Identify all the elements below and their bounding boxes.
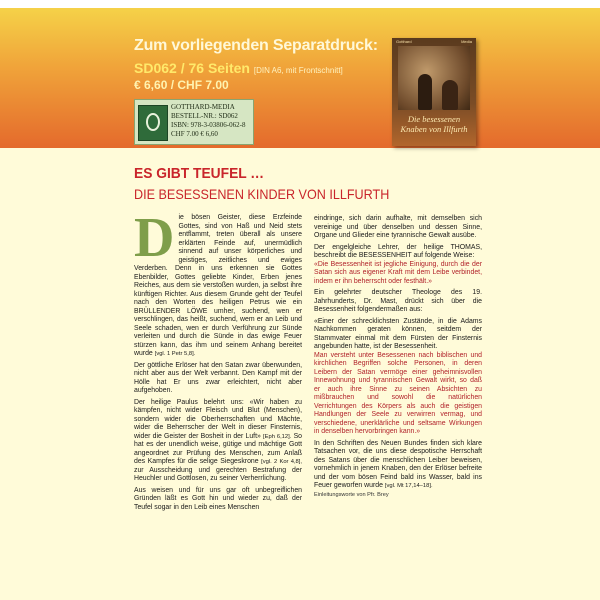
- bible-reference: [vgl. 1 Petr 5,8].: [154, 351, 196, 357]
- product-code-line: [134, 60, 343, 76]
- text-column-left: [134, 207, 302, 515]
- bible-reference: [Eph 6,12].: [263, 433, 292, 440]
- paragraph: [314, 318, 482, 437]
- paragraph: In den Schriften des Neuen Bundes finden sich klare Tatsachen vor, die uns diese despotische Herrschaft des Satans über die menschlichen Leiber beweisen, vornehmlich in jenem Knaben, den der Erlöser befreite und der vom bösen Feind bald ins Wasser, bald ins Feuer geworfen wurde [vgl. Mt 17,14–18]. Einleitungsworte von Pfr. Brey: [314, 439, 482, 498]
- paragraph: Ein gelehrter deutscher Theologe des 19. Jahrhunderts, Dr. Mast, drückt sich über die Besessenheit folgendermaßen aus:: [314, 289, 482, 313]
- thomas-quote: «Die Besessenheit ist jegliche Einigung, durch die der Satan sich aus eigener Kraft mit dem Leibe verbindet, indem er ihn beherrscht oder festhält.»: [314, 260, 482, 285]
- separatdruck-title: Zum vorliegenden Separatdruck:: [134, 37, 378, 54]
- format-note: [DIN A6, mit Frontschnitt]: [253, 66, 343, 75]
- cover-publisher-left: Gotthard: [396, 39, 412, 44]
- isbn: ISBN: 978-3-03806-062-8: [171, 121, 246, 129]
- order-info-box: [134, 99, 254, 145]
- promo-header: [0, 0, 600, 148]
- book-cover-image: [392, 38, 476, 146]
- price-line: € 6,60 / CHF 7.00: [134, 78, 229, 92]
- bible-reference: [vgl. Mt 17,14–18].: [384, 483, 433, 489]
- publisher-name: GOTTHARD-MEDIA: [171, 103, 235, 111]
- article-subheadline: DIE BESESSENEN KINDER VON ILLFURTH: [134, 186, 390, 202]
- footnote: Einleitungsworte von Pfr. Brey: [314, 491, 389, 498]
- paragraph: Der engelgleiche Lehrer, der heilige THOMAS, beschreibt die BESESSENHEIT auf folgende Weise: «Die Besessenheit ist jegliche Einigung, durch die der Satan sich aus eigener Kraft mit dem Leibe verbindet, indem er ihn beherrscht oder festhält.»: [314, 243, 482, 285]
- text-column-right: [314, 215, 482, 502]
- order-number: BESTELL-NR.: SD062: [171, 112, 238, 120]
- cover-title: Die besessenen Knaben von Illfurth: [400, 114, 468, 134]
- order-info-lines: [171, 103, 245, 139]
- paragraph: Der göttliche Erlöser hat den Satan zwar überwunden, nicht aber aus der Welt verbannt. Den Kampf mit der Hölle hat Er uns zwar erleichtert, nicht aber aufgehoben.: [134, 361, 302, 394]
- cover-figure: [442, 80, 458, 110]
- gotthard-media-seal-icon: [138, 105, 168, 141]
- paragraph: Die bösen Geister, diese Erzfeinde Gottes, sind von Haß und Neid stets entflammt, treten überall als unsere erklärten Feinde auf, unermüdlich sinnend auf unser körperliches und geistiges, zeitliches und ewiges Verderben. Denn in uns erkennen sie Gottes Ebenbilder, Gottes geliebte Kinder, Erben jenes Reiches, aus dem sie verstoßen wurden, ja selbst ihre künftigen Richter. Aus diesem Grunde geht der Teufel nach den Worten des heiligen Petrus wie ein BRÜLLENDER LÖWE umher, suchend, wen er verschlingen, das heißt, suchend, wem er an Leib und Seele schaden, wen er durch Verführung zur Sünde verleiten und durch die Sünde in das ewige Feuer stürzen kann, das ihm und seinem Anhang bereitet wurde [vgl. 1 Petr 5,8].: [134, 207, 302, 357]
- paragraph: Aus weisen und für uns gar oft unbegreiflichen Gründen läßt es Gott hin und wieder zu, daß der Teufel sogar in den Leib eines Menschen: [134, 486, 302, 511]
- drop-cap: D: [134, 207, 175, 269]
- mast-quote: «Einer der schrecklichsten Zustände, in die Adams Nachkommen geraten können, seitdem der Stammvater einmal mit dem Fürsten der Finsternis angebunden hatte, ist der Besessenheit.: [314, 317, 482, 350]
- bible-reference: [vgl. 2 Kor 4,8],: [261, 459, 302, 465]
- mast-quote-red: Man versteht unter Besessenen nach biblischen und kirchlichen Begriffen solche Personen, in deren Leibern der Satan vermöge einer geheimnisvollen Innewohnung und tyrannischen Gewalt wirkt, so daß er auch ihre Sinne zu seinen Absichten zu mißbrauchen und sowohl die natürlichen Verrichtungen des Körpers als auch die geistigen Handlungen der Seele zu verwirren vermag, und verschiedene, unerklärliche und seltsame Wirkungen in denselben hervorbringen kann.»: [314, 351, 482, 435]
- paragraph: eindringe, sich darin aufhalte, mit demselben sich vereinige und über denselben und dessen Sinne, Organe und Glieder eine tyrannische Gewalt ausübe.: [314, 215, 482, 239]
- cover-figure: [418, 74, 432, 110]
- product-code: SD062 / 76 Seiten: [134, 60, 250, 76]
- order-price: CHF 7.00 € 6,60: [171, 130, 218, 138]
- cover-publisher-right: Media: [461, 39, 472, 44]
- paragraph: Der heilige Paulus belehrt uns: «Wir haben zu kämpfen, nicht wider Fleisch und Blut (Menschen), sondern wider die Oberherrschaften und Mächte, wider die Beherrscher der Welt in dieser Finsternis, wider die Geister der Bosheit in der Luft» [Eph 6,12]. So hat es der unendlich weise, gütige und mächtige Gott angeordnet zur Prüfung des Menschen, zum Anlaß des Kampfes für die selige Siegeskrone [vgl. 2 Kor 4,8], zur Ausscheidung und gerechten Bestrafung der Heuchler und Gottlosen, zu seiner Verherrlichung.: [134, 398, 302, 482]
- cover-illustration: [398, 46, 470, 110]
- article-headline: ES GIBT TEUFEL …: [134, 165, 265, 182]
